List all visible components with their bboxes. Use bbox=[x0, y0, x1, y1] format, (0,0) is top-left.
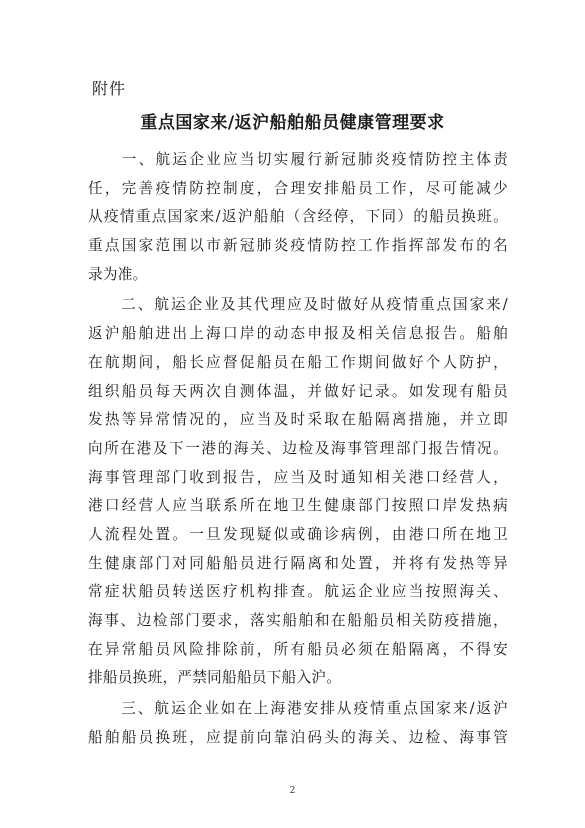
text-line: 海事、边检部门要求，落实船舶和在船船员相关防疫措施， bbox=[88, 612, 508, 629]
text-line: 常症状船员转送医疗机构排查。航运企业应当按照海关、 bbox=[88, 583, 508, 601]
paragraph-2 bbox=[88, 291, 508, 693]
text-line: 任，完善疫情防控制度，合理安排船员工作，尽可能减少 bbox=[88, 179, 508, 197]
text-line: 组织船员每天两次自测体温，并做好记录。如发现有船员 bbox=[88, 382, 508, 400]
page-number: 2 bbox=[289, 786, 296, 796]
document-body bbox=[88, 146, 508, 752]
text-line: 重点国家范围以市新冠肺炎疫情防控工作指挥部发布的名 bbox=[88, 237, 508, 255]
text-line: 一、航运企业应当切实履行新冠肺炎疫情防控主体责 bbox=[88, 151, 508, 168]
text-line: 录为准。 bbox=[88, 265, 148, 283]
paragraph-3 bbox=[88, 695, 508, 752]
text-line: 三、航运企业如在上海港安排从疫情重点国家来/返沪 bbox=[88, 700, 508, 718]
text-line: 在航期间，船长应督促船员在船工作期间做好个人防护， bbox=[88, 353, 508, 371]
text-line: 在异常船员风险排除前，所有船员必须在船隔离，不得安 bbox=[88, 640, 508, 658]
text-line: 港口经营人应当联系所在地卫生健康部门按照口岸发热病 bbox=[88, 497, 508, 515]
document-title: 重点国家来/返沪船舶船员健康管理要求 bbox=[140, 113, 445, 133]
text-line: 船舶船员换班，应提前向靠泊码头的海关、边检、海事管 bbox=[88, 728, 508, 746]
text-line: 二、航运企业及其代理应及时做好从疫情重点国家来/ bbox=[88, 296, 508, 314]
text-line: 向所在港及下一港的海关、边检及海事管理部门报告情况。 bbox=[88, 439, 508, 457]
attachment-label: 附件 bbox=[92, 79, 127, 98]
text-line: 海事管理部门收到报告，应当及时通知相关港口经营人， bbox=[88, 468, 508, 486]
text-line: 人流程处置。一旦发现疑似或确诊病例，由港口所在地卫 bbox=[88, 525, 508, 543]
text-line: 返沪船舶进出上海口岸的动态申报及相关信息报告。船舶 bbox=[88, 325, 508, 343]
text-line: 发热等异常情况的，应当及时采取在船隔离措施，并立即 bbox=[88, 411, 508, 429]
text-line: 排船员换班，严禁同船船员下船入沪。 bbox=[88, 669, 342, 687]
text-line: 生健康部门对同船船员进行隔离和处置，并将有发热等异 bbox=[88, 554, 508, 572]
paragraph-1 bbox=[88, 146, 508, 289]
text-line: 从疫情重点国家来/返沪船舶（含经停，下同）的船员换班。 bbox=[88, 208, 508, 226]
